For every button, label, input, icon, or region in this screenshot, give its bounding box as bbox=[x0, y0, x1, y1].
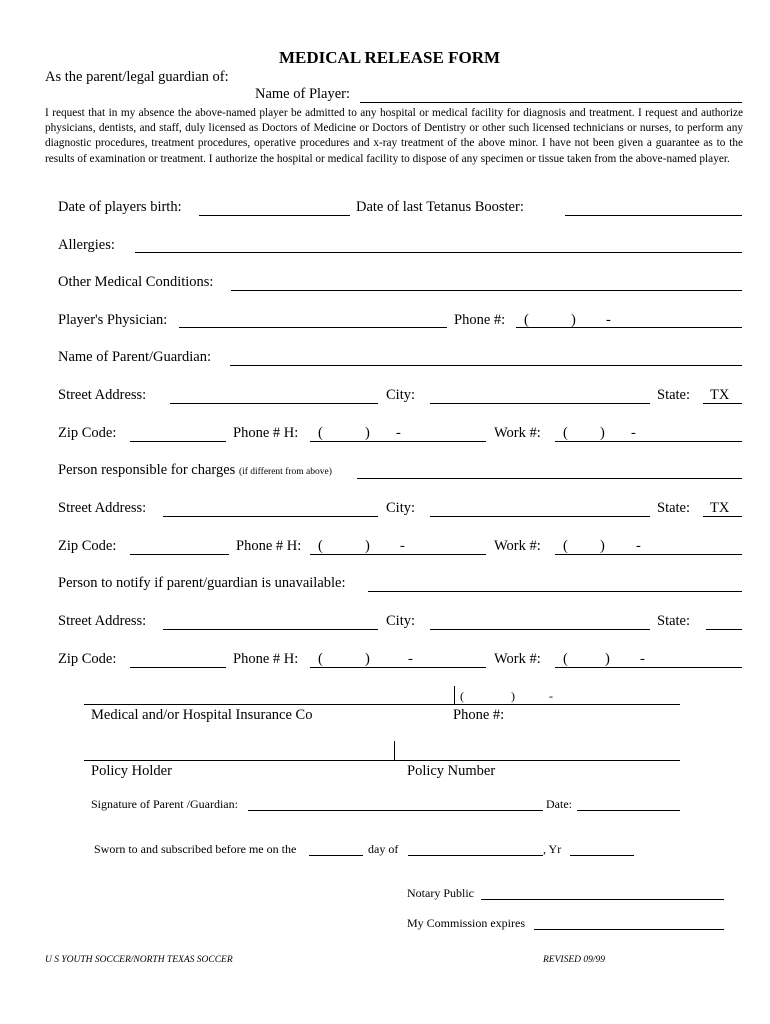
city-label-2: City: bbox=[386, 500, 416, 516]
sworn-day-field[interactable] bbox=[309, 855, 363, 856]
responsible-note: (if different from above) bbox=[238, 467, 332, 477]
policy-field[interactable] bbox=[84, 760, 680, 761]
sworn-year-field[interactable] bbox=[570, 855, 634, 856]
work-phone-dash-3: - bbox=[640, 651, 645, 667]
work-phone-dash-2: - bbox=[636, 538, 641, 554]
home-phone-close-1: ) bbox=[365, 425, 370, 441]
parent-name-label: Name of Parent/Guardian: bbox=[58, 349, 212, 365]
home-phone-label-3: Phone # H: bbox=[233, 651, 299, 667]
home-phone-close-3: ) bbox=[365, 651, 370, 667]
policy-divider bbox=[394, 741, 395, 761]
footer-organization: U S YOUTH SOCCER/NORTH TEXAS SOCCER bbox=[45, 955, 233, 965]
work-phone-label-3: Work #: bbox=[494, 651, 541, 667]
insurance-phone-close: ) bbox=[511, 689, 515, 703]
phone-dash: - bbox=[606, 312, 611, 328]
birth-date-field[interactable] bbox=[199, 215, 350, 216]
commission-field[interactable] bbox=[534, 929, 724, 930]
zip-field-1[interactable] bbox=[130, 441, 226, 442]
intro-text: As the parent/legal guardian of: bbox=[45, 69, 229, 85]
insurance-phone-dash: - bbox=[549, 689, 553, 703]
tetanus-label: Date of last Tetanus Booster: bbox=[356, 199, 524, 215]
name-of-player-label: Name of Player: bbox=[255, 86, 351, 102]
home-phone-open-2: ( bbox=[318, 538, 323, 554]
signature-field[interactable] bbox=[248, 810, 543, 811]
state-value-1: TX bbox=[710, 387, 730, 403]
home-phone-field-2[interactable] bbox=[310, 554, 486, 555]
form-title: MEDICAL RELEASE FORM bbox=[279, 48, 501, 67]
yr-label: , Yr bbox=[543, 842, 562, 856]
street-label-1: Street Address: bbox=[58, 387, 147, 403]
notify-field[interactable] bbox=[368, 591, 742, 592]
policy-number-label: Policy Number bbox=[407, 763, 496, 779]
phone-close-paren: ) bbox=[571, 312, 576, 328]
tetanus-field[interactable] bbox=[565, 215, 742, 216]
physician-phone-label: Phone #: bbox=[454, 312, 506, 328]
birth-date-label: Date of players birth: bbox=[58, 199, 182, 215]
physician-field[interactable] bbox=[179, 327, 447, 328]
insurance-phone-open: ( bbox=[460, 689, 464, 703]
street-label-2: Street Address: bbox=[58, 500, 147, 516]
work-phone-field-1[interactable] bbox=[555, 441, 742, 442]
date-field[interactable] bbox=[577, 810, 680, 811]
city-field-1[interactable] bbox=[430, 403, 650, 404]
home-phone-open-1: ( bbox=[318, 425, 323, 441]
responsible-field[interactable] bbox=[357, 478, 742, 479]
work-phone-label-2: Work #: bbox=[494, 538, 541, 554]
home-phone-label-1: Phone # H: bbox=[233, 425, 299, 441]
state-label-2: State: bbox=[657, 500, 691, 516]
street-label-3: Street Address: bbox=[58, 613, 147, 629]
state-label-1: State: bbox=[657, 387, 691, 403]
city-label-1: City: bbox=[386, 387, 416, 403]
responsible-label bbox=[58, 462, 332, 479]
zip-field-2[interactable] bbox=[130, 554, 229, 555]
day-of-label: day of bbox=[368, 842, 399, 856]
city-field-3[interactable] bbox=[430, 629, 650, 630]
name-of-player-field[interactable] bbox=[360, 102, 742, 103]
date-label: Date: bbox=[546, 797, 572, 811]
street-field-1[interactable] bbox=[170, 403, 378, 404]
work-phone-field-3[interactable] bbox=[555, 667, 742, 668]
home-phone-close-2: ) bbox=[365, 538, 370, 554]
commission-label: My Commission expires bbox=[407, 916, 526, 930]
insurance-field[interactable] bbox=[84, 704, 680, 705]
insurance-divider bbox=[454, 686, 455, 705]
work-phone-open-1: ( bbox=[563, 425, 568, 441]
zip-label-1: Zip Code: bbox=[58, 425, 117, 441]
phone-open-paren: ( bbox=[524, 312, 529, 328]
work-phone-close-1: ) bbox=[600, 425, 605, 441]
home-phone-label-2: Phone # H: bbox=[236, 538, 302, 554]
home-phone-open-3: ( bbox=[318, 651, 323, 667]
physician-label: Player's Physician: bbox=[58, 312, 168, 328]
work-phone-close-3: ) bbox=[605, 651, 610, 667]
policy-holder-label: Policy Holder bbox=[91, 763, 172, 779]
state-field-3[interactable] bbox=[706, 629, 742, 630]
zip-field-3[interactable] bbox=[130, 667, 226, 668]
work-phone-open-2: ( bbox=[563, 538, 568, 554]
physician-phone-field[interactable] bbox=[516, 327, 742, 328]
city-label-3: City: bbox=[386, 613, 416, 629]
zip-label-2: Zip Code: bbox=[58, 538, 117, 554]
home-phone-field-3[interactable] bbox=[310, 667, 486, 668]
allergies-field[interactable] bbox=[135, 252, 742, 253]
street-field-2[interactable] bbox=[163, 516, 378, 517]
notify-label: Person to notify if parent/guardian is unavailable: bbox=[58, 575, 346, 591]
other-conditions-field[interactable] bbox=[231, 290, 742, 291]
notary-field[interactable] bbox=[481, 899, 724, 900]
work-phone-close-2: ) bbox=[600, 538, 605, 554]
work-phone-label-1: Work #: bbox=[494, 425, 541, 441]
other-conditions-label: Other Medical Conditions: bbox=[58, 274, 214, 290]
consent-paragraph: I request that in my absence the above-named player be admitted to any hospital or medical facility for diagnosis and treatment. I request and authorize physicians, dentists, and staff, duly licensed as Doctors of Medicine or Doctors of Dentistry or other such licensed technicians or nurses, to perform any diagnostic procedures, treatment procedures, operative procedures and x-ray treatment of the above minor. I have not been given a guarantee as to the results of examination or treatment. I authorize the hospital or medical facility to dispose of any specimen or tissue taken from the above-named player. bbox=[45, 107, 743, 165]
parent-name-field[interactable] bbox=[230, 365, 742, 366]
home-phone-dash-3: - bbox=[408, 651, 413, 667]
zip-label-3: Zip Code: bbox=[58, 651, 117, 667]
state-label-3: State: bbox=[657, 613, 691, 629]
insurance-label: Medical and/or Hospital Insurance Co bbox=[91, 707, 313, 723]
home-phone-dash-2: - bbox=[400, 538, 405, 554]
sworn-month-field[interactable] bbox=[408, 855, 543, 856]
state-value-2: TX bbox=[710, 500, 730, 516]
work-phone-open-3: ( bbox=[563, 651, 568, 667]
sworn-label: Sworn to and subscribed before me on the bbox=[94, 842, 297, 856]
work-phone-dash-1: - bbox=[631, 425, 636, 441]
footer-revision: REVISED 09/99 bbox=[543, 955, 606, 965]
notary-label: Notary Public bbox=[407, 886, 474, 900]
city-field-2[interactable] bbox=[430, 516, 650, 517]
work-phone-field-2[interactable] bbox=[555, 554, 742, 555]
street-field-3[interactable] bbox=[163, 629, 378, 630]
insurance-phone-label: Phone #: bbox=[453, 707, 505, 723]
responsible-label-text: Person responsible for charges bbox=[58, 462, 236, 478]
allergies-label: Allergies: bbox=[58, 237, 115, 253]
home-phone-dash-1: - bbox=[396, 425, 401, 441]
signature-label: Signature of Parent /Guardian: bbox=[91, 797, 238, 811]
